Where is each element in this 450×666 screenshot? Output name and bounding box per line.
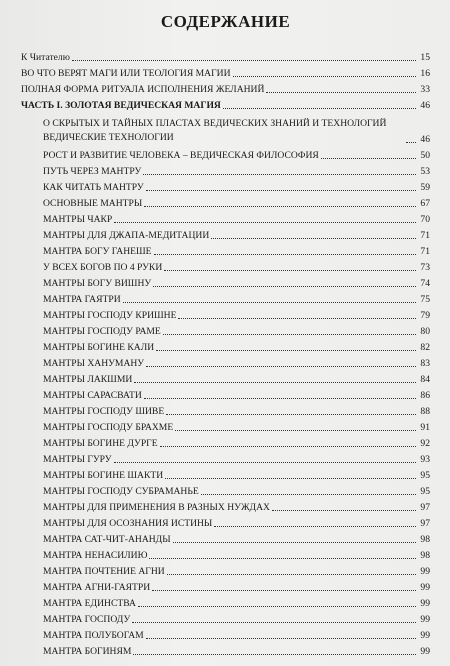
toc-entry-page-number: 59 xyxy=(420,182,430,193)
dot-leader xyxy=(146,189,416,191)
toc-entry xyxy=(21,64,430,80)
dot-leader xyxy=(233,75,416,77)
toc-entry-title: МАНТРА АГНИ-ГАЯТРИ xyxy=(43,582,151,593)
toc-entry-page-number: 79 xyxy=(420,310,430,321)
toc-entry-page-number: 46 xyxy=(420,134,430,145)
toc-entry-page-number: 83 xyxy=(420,358,430,369)
dot-leader xyxy=(154,253,416,255)
dot-leader xyxy=(144,397,416,399)
toc-entry-title: ПОЛНАЯ ФОРМА РИТУАЛА ИСПОЛНЕНИЯ ЖЕЛАНИЙ xyxy=(21,84,265,95)
toc-entry xyxy=(21,610,430,626)
toc-entry-title: МАНТРЫ ГУРУ xyxy=(43,454,112,465)
toc-entry-title: МАНТРА ПОЛУБОГАМ xyxy=(43,630,144,641)
dot-leader xyxy=(132,621,416,623)
toc-entry xyxy=(21,146,430,162)
toc-entry xyxy=(21,48,430,64)
toc-entry xyxy=(21,450,430,466)
toc-entry-page-number: 99 xyxy=(420,646,430,657)
toc-entry xyxy=(21,434,430,450)
toc-entry-title: ВО ЧТО ВЕРЯТ МАГИ ИЛИ ТЕОЛОГИЯ МАГИИ xyxy=(21,68,231,79)
toc-entry xyxy=(21,594,430,610)
toc-entry-title: МАНТРЫ ЧАКР xyxy=(43,214,113,225)
toc-entry-page-number: 98 xyxy=(420,534,430,545)
toc-entry xyxy=(21,418,430,434)
toc-entry-title: МАНТРЫ САРАСВАТИ xyxy=(43,390,142,401)
toc-entry-page-number: 15 xyxy=(420,52,430,63)
toc-entry-title: МАНТРА ГАЯТРИ xyxy=(43,294,121,305)
dot-leader xyxy=(156,349,416,351)
toc-entry-page-number: 70 xyxy=(420,214,430,225)
toc-entry-title: МАНТРЫ ХАНУМАНУ xyxy=(43,358,145,369)
table-of-contents xyxy=(21,48,430,658)
toc-entry-page-number: 99 xyxy=(420,582,430,593)
toc-entry-title: МАНТРЫ ЛАКШМИ xyxy=(43,374,133,385)
toc-entry xyxy=(21,290,430,306)
toc-entry-page-number: 93 xyxy=(420,454,430,465)
toc-entry xyxy=(21,626,430,642)
toc-entry-title: МАНТРЫ ГОСПОДУ БРАХМЕ xyxy=(43,422,174,433)
toc-entry xyxy=(21,96,430,112)
toc-entry-page-number: 82 xyxy=(420,342,430,353)
toc-entry-page-number: 95 xyxy=(420,486,430,497)
dot-leader xyxy=(214,525,416,527)
toc-entry-page-number: 88 xyxy=(420,406,430,417)
dot-leader xyxy=(114,461,416,463)
toc-entry-page-number: 99 xyxy=(420,614,430,625)
toc-entry-page-number: 33 xyxy=(420,84,430,95)
toc-entry-page-number: 91 xyxy=(420,422,430,433)
dot-leader xyxy=(266,91,416,93)
dot-leader xyxy=(164,269,416,271)
toc-entry-page-number: 98 xyxy=(420,550,430,561)
dot-leader xyxy=(406,141,416,143)
dot-leader xyxy=(160,445,416,447)
dot-leader xyxy=(123,301,416,303)
toc-entry-title: МАНТРЫ БОГИНЕ ДУРГЕ xyxy=(43,438,158,449)
dot-leader xyxy=(146,637,416,639)
toc-entry-title: КАК ЧИТАТЬ МАНТРУ xyxy=(43,182,144,193)
dot-leader xyxy=(165,477,416,479)
toc-entry-page-number: 74 xyxy=(420,278,430,289)
toc-entry-title: МАНТРА ЕДИНСТВА xyxy=(43,598,136,609)
dot-leader xyxy=(175,429,416,431)
dot-leader xyxy=(173,541,416,543)
toc-entry-title: МАНТРА САТ-ЧИТ-АНАНДЫ xyxy=(43,534,171,545)
toc-entry-page-number: 99 xyxy=(420,566,430,577)
toc-entry-page-number: 75 xyxy=(420,294,430,305)
dot-leader xyxy=(144,205,416,207)
dot-leader xyxy=(133,653,416,655)
toc-entry-page-number: 86 xyxy=(420,390,430,401)
toc-entry xyxy=(21,514,430,530)
dot-leader xyxy=(146,365,416,367)
dot-leader xyxy=(211,237,416,239)
toc-entry-title: МАНТРЫ ГОСПОДУ РАМЕ xyxy=(43,326,161,337)
toc-entry-page-number: 67 xyxy=(420,198,430,209)
toc-entry xyxy=(21,242,430,258)
toc-entry-title: МАНТРА ГОСПОДУ xyxy=(43,614,131,625)
toc-entry-page-number: 16 xyxy=(420,68,430,79)
toc-entry-title: У ВСЕХ БОГОВ ПО 4 РУКИ xyxy=(43,262,163,273)
toc-entry-page-number: 95 xyxy=(420,470,430,481)
toc-entry-page-number: 97 xyxy=(420,502,430,513)
toc-entry-title: МАНТРА ПОЧТЕНИЕ АГНИ xyxy=(43,566,165,577)
toc-entry xyxy=(21,274,430,290)
toc-entry-title: ОСНОВНЫЕ МАНТРЫ xyxy=(43,198,143,209)
dot-leader xyxy=(138,605,416,607)
toc-entry xyxy=(21,370,430,386)
toc-entry xyxy=(21,642,430,658)
toc-entry xyxy=(21,482,430,498)
toc-entry-title: МАНТРЫ БОГУ ВИШНУ xyxy=(43,278,152,289)
dot-leader xyxy=(223,107,416,109)
toc-entry-page-number: 84 xyxy=(420,374,430,385)
dot-leader xyxy=(114,221,416,223)
toc-entry-title: МАНТРЫ ДЛЯ ОСОЗНАНИЯ ИСТИНЫ xyxy=(43,518,213,529)
toc-entry-title: РОСТ И РАЗВИТИЕ ЧЕЛОВЕКА – ВЕДИЧЕСКАЯ ФИЛОСОФИЯ xyxy=(43,150,319,161)
toc-entry xyxy=(21,530,430,546)
toc-entry-title: МАНТРА БОГУ ГАНЕШЕ xyxy=(43,246,152,257)
toc-entry-title: МАНТРА НЕНАСИЛИЮ xyxy=(43,550,148,561)
toc-entry xyxy=(21,210,430,226)
toc-entry xyxy=(21,162,430,178)
toc-entry-title: МАНТРЫ ГОСПОДУ ШИВЕ xyxy=(43,406,165,417)
toc-entry xyxy=(21,322,430,338)
toc-entry-page-number: 99 xyxy=(420,630,430,641)
dot-leader xyxy=(153,285,416,287)
toc-entry xyxy=(21,466,430,482)
toc-entry xyxy=(21,226,430,242)
toc-entry xyxy=(21,562,430,578)
toc-entry-title: О СКРЫТЫХ И ТАЙНЫХ ПЛАСТАХ ВЕДИЧЕСКИХ ЗНАНИЙ И ТЕХНОЛОГИЙ ВЕДИЧЕСКИЕ ТЕХНОЛОГИИ xyxy=(43,118,387,143)
toc-entry-title: ЧАСТЬ I. ЗОЛОТАЯ ВЕДИЧЕСКАЯ МАГИЯ xyxy=(21,100,221,111)
toc-entry xyxy=(21,386,430,402)
toc-entry xyxy=(21,178,430,194)
toc-entry-page-number: 46 xyxy=(420,100,430,111)
toc-entry-page-number: 73 xyxy=(420,262,430,273)
dot-leader xyxy=(201,493,416,495)
toc-entry-title: МАНТРА БОГИНЯМ xyxy=(43,646,132,657)
dot-leader xyxy=(134,381,416,383)
dot-leader xyxy=(272,509,416,511)
toc-entry-title: МАНТРЫ БОГИНЕ КАЛИ xyxy=(43,342,155,353)
dot-leader xyxy=(163,333,416,335)
toc-entry xyxy=(21,498,430,514)
toc-entry-page-number: 71 xyxy=(420,246,430,257)
toc-entry-title: МАНТРЫ ДЛЯ ПРИМЕНЕНИЯ В РАЗНЫХ НУЖДАХ xyxy=(43,502,270,513)
toc-entry xyxy=(21,306,430,322)
toc-entry xyxy=(21,194,430,210)
dot-leader xyxy=(152,589,416,591)
toc-entry xyxy=(21,80,430,96)
toc-entry-page-number: 97 xyxy=(420,518,430,529)
toc-entry-page-number: 99 xyxy=(420,598,430,609)
toc-entry-title: МАНТРЫ ДЛЯ ДЖАПА-МЕДИТАЦИИ xyxy=(43,230,210,241)
toc-entry-page-number: 71 xyxy=(420,230,430,241)
toc-entry xyxy=(21,578,430,594)
toc-entry-title: МАНТРЫ ГОСПОДУ КРИШНЕ xyxy=(43,310,177,321)
toc-entry xyxy=(21,112,430,146)
dot-leader xyxy=(178,317,416,319)
toc-entry-page-number: 53 xyxy=(420,166,430,177)
dot-leader xyxy=(166,413,416,415)
page-title: СОДЕРЖАНИЕ xyxy=(160,12,291,31)
dot-leader xyxy=(321,157,416,159)
toc-entry-title: МАНТРЫ БОГИНЕ ШАКТИ xyxy=(43,470,164,481)
toc-entry xyxy=(21,354,430,370)
toc-entry-title: ПУТЬ ЧЕРЕЗ МАНТРУ xyxy=(43,166,142,177)
toc-entry xyxy=(21,402,430,418)
dot-leader xyxy=(143,173,416,175)
toc-entry xyxy=(21,338,430,354)
dot-leader xyxy=(167,573,416,575)
toc-entry-page-number: 80 xyxy=(420,326,430,337)
toc-entry-page-number: 92 xyxy=(420,438,430,449)
dot-leader xyxy=(72,59,416,61)
toc-entry-page-number: 50 xyxy=(420,150,430,161)
toc-entry-title: МАНТРЫ ГОСПОДУ СУБРАМАНЬЕ xyxy=(43,486,199,497)
toc-entry-title: К Читателю xyxy=(21,52,70,63)
toc-entry xyxy=(21,546,430,562)
dot-leader xyxy=(149,557,416,559)
toc-entry xyxy=(21,258,430,274)
